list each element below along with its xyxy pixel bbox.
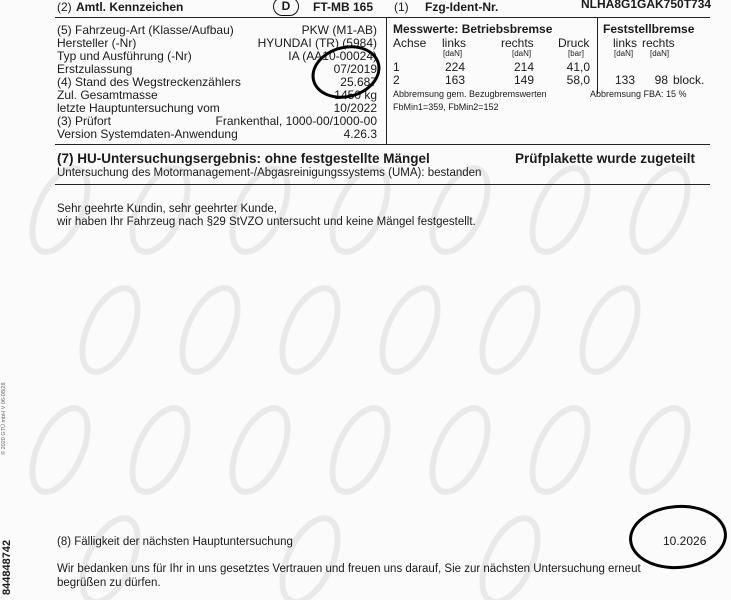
park-brake-title: Feststellbremse	[603, 22, 695, 36]
vehicle-row-label: Hersteller (-Nr)	[57, 36, 137, 50]
brake-row-rechts: 214	[513, 60, 534, 74]
unit-links: [daN]	[443, 49, 463, 58]
uma-result: Untersuchung des Motormanagement-/Abgasreinigungssystems (UMA): bestanden	[57, 167, 482, 179]
park-brake-links: 133	[614, 73, 635, 87]
fzg-ident-label: Fzg-Ident-Nr.	[425, 0, 499, 14]
document-number: 844848742	[1, 539, 13, 595]
vehicle-row-value: PKW (M1-AB)	[301, 23, 377, 37]
plakette-status: Prüfplakette wurde zugeteilt	[515, 151, 696, 166]
due-label: (8) Fälligkeit der nächsten Hauptuntersuchung	[57, 536, 293, 548]
letter-text: wir haben Ihr Fahrzeug nach §29 StVZO untersucht und keine Mängel festgestellt.	[57, 216, 476, 228]
abbremsung-fba: Abbremsung FBA: 15 %	[590, 89, 687, 99]
brake-row-rechts: 149	[513, 73, 534, 87]
vehicle-row-value: 25.687	[340, 75, 377, 89]
col-links: links	[442, 36, 467, 50]
vehicle-row-label: (5) Fahrzeug-Art (Klasse/Aufbau)	[57, 23, 234, 37]
brake-row-druck: 58,0	[566, 73, 590, 87]
abbremsung-text: Abbremsung gem. Bezugbremswerten	[393, 89, 547, 99]
park-col-links: links	[613, 36, 638, 50]
vehicle-row-label: letzte Hauptuntersuchung vom	[57, 101, 220, 115]
vehicle-row-value: 4.26.3	[343, 127, 377, 141]
vehicle-row-value: HYUNDAI (TR) (5984)	[257, 36, 377, 50]
vehicle-row-label: Version Systemdaten-Anwendung	[57, 127, 238, 141]
unit-rechts: [daN]	[512, 49, 532, 58]
vehicle-row-value: 07/2019	[333, 62, 377, 76]
vehicle-row-label: Zul. Gesamtmasse	[57, 88, 158, 102]
brake-row-links: 163	[444, 73, 465, 87]
park-col-rechts: rechts	[642, 36, 675, 50]
side-fine-print: © 2020 GTÜ mbH V 06-08/28	[1, 382, 7, 455]
vehicle-divider	[55, 144, 710, 145]
park-brake-note: block.	[673, 73, 705, 87]
park-unit-links: [daN]	[614, 49, 634, 58]
brake-row-links: 224	[444, 60, 465, 74]
fzg-number: (1)	[394, 0, 409, 14]
due-value: 10.2026	[663, 534, 707, 548]
brake-row-druck: 41,0	[566, 60, 590, 74]
vehicle-row-label: Erstzulassung	[57, 62, 133, 76]
vehicle-row-value: 10/2022	[333, 101, 377, 115]
kennzeichen-number: (2)	[57, 0, 72, 14]
vehicle-row-value: IA (AA10-00024)	[288, 49, 377, 63]
vin-value: NLHA8G1GAK750T734	[581, 0, 712, 11]
vehicle-row-value: Frankenthal, 1000-00/1000-00	[215, 114, 377, 128]
fbmin-text: FbMin1=359, FbMin2=152	[393, 102, 499, 112]
brake-title: Messwerte: Betriebsbremse	[393, 22, 553, 36]
closing-line-2: begrüßen zu dürfen.	[57, 577, 161, 589]
brake-row-achse: 2	[393, 73, 400, 87]
header-divider	[55, 17, 710, 18]
section-divider	[386, 17, 387, 144]
park-unit-rechts: [daN]	[650, 49, 670, 58]
closing-line-1: Wir bedanken uns für Ihr in uns gesetztes Vertrauen und freuen uns darauf, Sie zur nächsten Untersuchung erneut	[57, 563, 641, 575]
result-heading: (7) HU-Untersuchungsergebnis: ohne festgestellte Mängel	[57, 151, 430, 166]
vehicle-row-label: Typ und Ausführung (-Nr)	[57, 49, 192, 63]
unit-druck: [bar]	[568, 49, 585, 58]
col-druck: Druck	[558, 36, 590, 50]
letter-greeting: Sehr geehrte Kundin, sehr geehrter Kunde,	[57, 203, 277, 215]
vehicle-row-label: (4) Stand des Wegstreckenzählers	[57, 75, 241, 89]
brake-row-achse: 1	[393, 60, 400, 74]
kennzeichen-label: Amtl. Kennzeichen	[76, 0, 184, 14]
vehicle-row-value: 1450 kg	[334, 88, 377, 102]
license-plate: FT-MB 165	[313, 0, 374, 14]
park-brake-rechts: 98	[654, 73, 668, 87]
col-achse: Achse	[393, 36, 427, 50]
vehicle-row-label: (3) Prüfort	[57, 114, 112, 128]
country-badge: D	[273, 0, 299, 16]
col-rechts: rechts	[501, 36, 534, 50]
brake-divider	[597, 17, 598, 94]
